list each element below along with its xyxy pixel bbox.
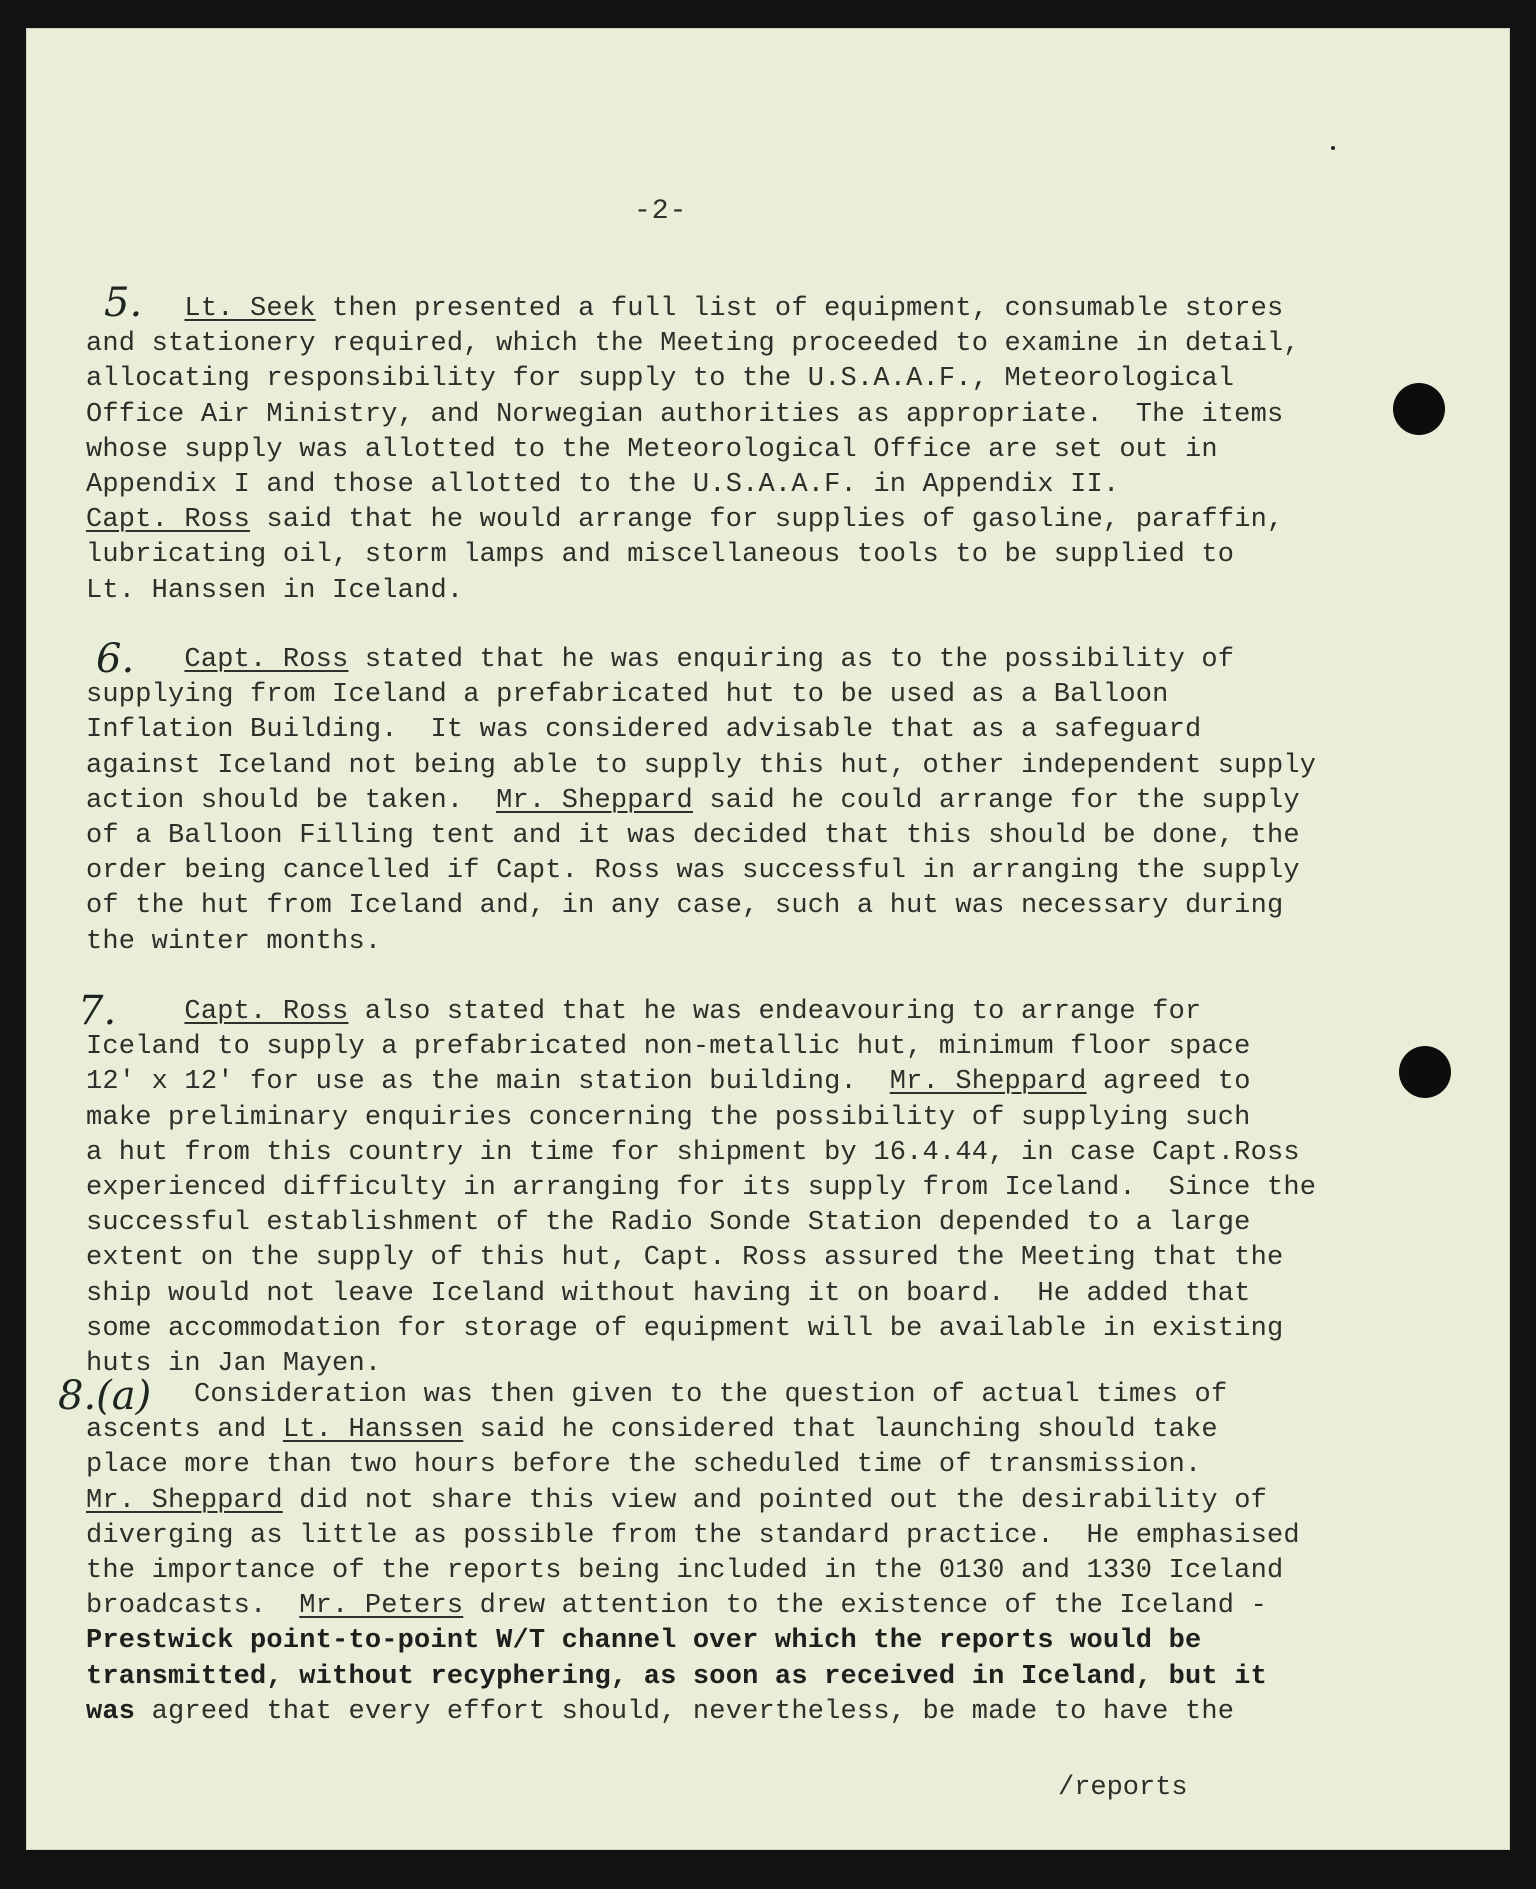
- text-run: Prestwick point-to-point W/T channel over which the reports would be: [86, 1626, 1202, 1657]
- text-run: transmitted, without recyphering, as soon as received in Iceland, but it: [86, 1661, 1267, 1692]
- text-run: broadcasts.: [86, 1591, 300, 1622]
- text-line: [86, 995, 1486, 1030]
- paragraph-number: 6.: [96, 636, 135, 682]
- underlined-name: Lt. Hanssen: [282, 1415, 464, 1446]
- text-line: [86, 1312, 1486, 1347]
- text-line: [86, 1241, 1486, 1276]
- text-line: [86, 1101, 1486, 1136]
- underlined-name: Lt. Seek: [184, 294, 316, 324]
- underlined-name: Capt. Ross: [184, 645, 349, 675]
- text-line: [86, 713, 1486, 748]
- text-line: [86, 1660, 1486, 1695]
- text-line: [86, 1065, 1486, 1100]
- text-run: said he could arrange for the supply: [692, 785, 1300, 816]
- underlined-name: Capt. Ross: [184, 997, 349, 1027]
- text-line: [86, 1484, 1486, 1519]
- text-line: [86, 1695, 1486, 1730]
- text-run: the winter months.: [86, 926, 382, 957]
- text-run: some accommodation for storage of equipment will be available in existing: [86, 1313, 1284, 1344]
- continuation-word: /reports: [1058, 1773, 1188, 1803]
- text-line: [86, 643, 1486, 678]
- text-run: of the hut from Iceland and, in any case, such a hut was necessary during: [86, 891, 1284, 922]
- text-run: Inflation Building. It was considered advisable that as a safeguard: [86, 715, 1202, 746]
- text-run: Consideration was then given to the question of actual times of: [194, 1380, 1228, 1410]
- underlined-name: Capt. Ross: [86, 505, 251, 536]
- punch-hole: [1399, 1046, 1451, 1098]
- text-line: [86, 1277, 1486, 1312]
- text-line: [86, 1413, 1486, 1448]
- text-run: a hut from this country in time for shipment by 16.4.44, in case Capt.Ross: [86, 1137, 1300, 1168]
- text-run: order being cancelled if Capt. Ross was successful in arranging the supply: [86, 856, 1300, 887]
- document-body: [26, 28, 1510, 1850]
- text-run: allocating responsibility for supply to the U.S.A.A.F., Meteorological: [86, 364, 1235, 395]
- text-run: and stationery required, which the Meeting proceeded to examine in detail,: [86, 329, 1300, 360]
- text-run: Appendix I and those allotted to the U.S.A.A.F. in Appendix II.: [86, 470, 1120, 501]
- text-line: [86, 784, 1486, 819]
- document-page: [26, 28, 1510, 1850]
- paragraph: [86, 643, 1486, 960]
- text-run: make preliminary enquiries concerning the possibility of supplying such: [86, 1102, 1251, 1133]
- text-run: supplying from Iceland a prefabricated hut to be used as a Balloon: [86, 680, 1169, 711]
- text-line: [86, 854, 1486, 889]
- text-run: was: [86, 1696, 136, 1727]
- text-run: against Iceland not being able to supply this hut, other independent supply: [86, 750, 1317, 781]
- punch-hole: [1393, 383, 1445, 435]
- text-run: 12' x 12' for use as the main station building.: [86, 1067, 890, 1098]
- text-run: of a Balloon Filling tent and it was decided that this should be done, the: [86, 821, 1300, 852]
- text-line: [86, 889, 1486, 924]
- text-line: [86, 1206, 1486, 1241]
- paragraph: [86, 995, 1486, 1382]
- text-run: also stated that he was endeavouring to arrange for: [348, 997, 1202, 1027]
- text-line: [86, 1519, 1486, 1554]
- text-run: then presented a full list of equipment, consumable stores: [315, 294, 1284, 324]
- text-line: [86, 1554, 1486, 1589]
- text-line: [86, 574, 1486, 609]
- text-line: [86, 398, 1486, 433]
- text-run: said he considered that launching should take: [463, 1415, 1218, 1446]
- text-line: [86, 362, 1486, 397]
- text-line: [86, 819, 1486, 854]
- paragraph-number: 5.: [104, 280, 143, 326]
- underlined-name: Mr. Peters: [299, 1591, 464, 1622]
- text-run: said that he would arrange for supplies of gasoline, paraffin,: [250, 505, 1284, 536]
- text-line: [86, 468, 1486, 503]
- text-line: [86, 292, 1486, 327]
- text-run: ascents and: [86, 1415, 283, 1446]
- text-line: [86, 678, 1486, 713]
- text-line: [86, 1030, 1486, 1065]
- text-line: [86, 503, 1486, 538]
- text-line: [86, 1589, 1486, 1624]
- text-line: [86, 538, 1486, 573]
- underlined-name: Mr. Sheppard: [496, 785, 693, 816]
- speck: [1331, 146, 1335, 150]
- text-run: lubricating oil, storm lamps and miscellaneous tools to be supplied to: [86, 540, 1235, 571]
- text-run: place more than two hours before the scheduled time of transmission.: [86, 1450, 1202, 1481]
- text-run: action should be taken.: [86, 785, 497, 816]
- text-run: whose supply was allotted to the Meteorological Office are set out in: [86, 434, 1218, 465]
- text-run: huts in Jan Mayen.: [86, 1349, 382, 1380]
- text-run: did not share this view and pointed out the desirability of: [282, 1485, 1268, 1516]
- paragraph-number: 8.(a): [58, 1373, 152, 1419]
- text-line: [86, 433, 1486, 468]
- text-line: [86, 925, 1486, 960]
- underlined-name: Mr. Sheppard: [86, 1485, 283, 1516]
- text-run: ship would not leave Iceland without having it on board. He added that: [86, 1278, 1251, 1309]
- text-run: Lt. Hanssen in Iceland.: [86, 575, 464, 606]
- text-line: [86, 1378, 1486, 1413]
- text-run: Iceland to supply a prefabricated non-metallic hut, minimum floor space: [86, 1032, 1251, 1063]
- text-run: successful establishment of the Radio Sonde Station depended to a large: [86, 1208, 1251, 1239]
- text-line: [86, 327, 1486, 362]
- text-run: stated that he was enquiring as to the possibility of: [348, 645, 1235, 675]
- text-run: Office Air Ministry, and Norwegian authorities as appropriate. The items: [86, 399, 1284, 430]
- text-line: [86, 1136, 1486, 1171]
- text-run: diverging as little as possible from the standard practice. He emphasised: [86, 1520, 1300, 1551]
- text-line: [86, 1347, 1486, 1382]
- underlined-name: Mr. Sheppard: [889, 1067, 1087, 1098]
- text-run: agreed that every effort should, nevertheless, be made to have the: [135, 1696, 1235, 1727]
- paragraph: [86, 1378, 1486, 1730]
- text-run: experienced difficulty in arranging for its supply from Iceland. Since the: [86, 1173, 1317, 1204]
- paragraph-number: 7.: [78, 988, 117, 1034]
- text-run: drew attention to the existence of the Iceland -: [463, 1591, 1267, 1622]
- text-line: [86, 1624, 1486, 1659]
- text-line: [86, 749, 1486, 784]
- page-number: -2-: [634, 196, 688, 227]
- text-line: [86, 1171, 1486, 1206]
- text-run: the importance of the reports being included in the 0130 and 1330 Iceland: [86, 1556, 1284, 1587]
- paragraph: [86, 292, 1486, 609]
- text-run: agreed to: [1086, 1067, 1251, 1098]
- text-run: extent on the supply of this hut, Capt. Ross assured the Meeting that the: [86, 1243, 1284, 1274]
- text-line: [86, 1448, 1486, 1483]
